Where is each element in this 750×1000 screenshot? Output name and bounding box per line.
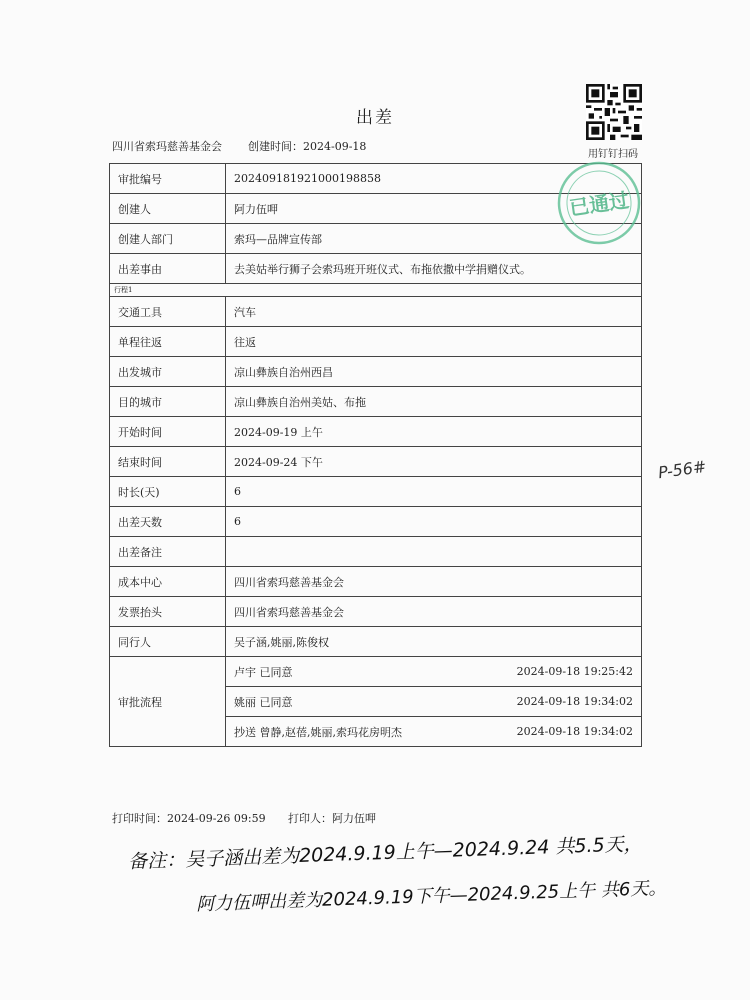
field-label: 出差天数 [110, 507, 226, 537]
field-label: 审批编号 [110, 164, 226, 194]
stamp-text: 已通过 [567, 187, 631, 221]
field-label: 出差备注 [110, 537, 226, 567]
field-value: 吴子涵,姚丽,陈俊权 [226, 627, 642, 657]
approval-step-time: 2024-09-18 19:34:02 [516, 725, 633, 738]
organization-name: 四川省索玛慈善基金会 [112, 140, 222, 153]
handwritten-note-line-2: 阿力伍呷出差为2024.9.19下午—2024.9.25上午 共6天。 [195, 877, 667, 916]
form-row [110, 507, 642, 537]
form-row [110, 447, 642, 477]
print-time: 打印时间：2024-09-26 09:59 [112, 812, 266, 825]
field-label: 开始时间 [110, 417, 226, 447]
form-row [110, 327, 642, 357]
form-row [110, 477, 642, 507]
field-label: 时长(天) [110, 477, 226, 507]
approval-step-time: 2024-09-18 19:34:02 [516, 695, 633, 708]
handwritten-side-note: P-56# [656, 456, 708, 483]
field-value: 凉山彝族自治州美姑、布拖 [226, 387, 642, 417]
field-label: 成本中心 [110, 567, 226, 597]
form-row [110, 627, 642, 657]
field-label: 单程往返 [110, 327, 226, 357]
form-row [110, 567, 642, 597]
field-label: 出发城市 [110, 357, 226, 387]
printer-name: 打印人：阿力伍呷 [288, 812, 376, 825]
field-value: 汽车 [226, 297, 642, 327]
created-time: 创建时间：2024-09-18 [248, 140, 367, 153]
approval-flow-row [110, 657, 642, 747]
field-label: 创建人 [110, 194, 226, 224]
approval-flow-list [226, 657, 642, 747]
field-value: 6 [226, 507, 642, 537]
trip-section-label: 行程1 [110, 284, 642, 297]
approval-step-time: 2024-09-18 19:25:42 [516, 665, 633, 678]
form-row [110, 357, 642, 387]
qr-code-icon [586, 84, 642, 140]
field-value: 四川省索玛慈善基金会 [226, 597, 642, 627]
trip-section-header [110, 284, 642, 297]
form-row [110, 537, 642, 567]
approval-step-text: 抄送 曾静,赵蓓,姚丽,索玛花房明杰 [234, 725, 402, 739]
field-value: 凉山彝族自治州西昌 [226, 357, 642, 387]
field-label: 结束时间 [110, 447, 226, 477]
form-row [110, 417, 642, 447]
field-value: 去美姑举行狮子会索玛班开班仪式、布拖依撒中学捐赠仪式。 [226, 254, 642, 284]
qr-caption: 用钉钉扫码 [588, 149, 638, 160]
field-value: 202409181921000198858 [226, 164, 642, 194]
field-label: 交通工具 [110, 297, 226, 327]
form-row [110, 297, 642, 327]
approval-step [226, 717, 641, 746]
approved-stamp-icon [550, 154, 647, 251]
field-value: 索玛—品牌宣传部 [226, 224, 642, 254]
form-row [110, 254, 642, 284]
field-label: 审批流程 [110, 657, 226, 747]
field-value: 往返 [226, 327, 642, 357]
field-label: 发票抬头 [110, 597, 226, 627]
field-label: 创建人部门 [110, 224, 226, 254]
field-value: 6 [226, 477, 642, 507]
handwritten-note-line-1: 备注：吴子涵出差为2024.9.19上午—2024.9.24 共5.5天， [127, 833, 643, 873]
page-title: 出差 [356, 108, 394, 128]
field-value: 2024-09-19 上午 [226, 417, 642, 447]
field-label: 同行人 [110, 627, 226, 657]
field-value: 四川省索玛慈善基金会 [226, 567, 642, 597]
approval-step-text: 姚丽 已同意 [234, 695, 293, 709]
approval-step [226, 687, 641, 717]
field-value [226, 537, 642, 567]
field-label: 目的城市 [110, 387, 226, 417]
field-value: 阿力伍呷 [226, 194, 642, 224]
form-row [110, 387, 642, 417]
approval-step [226, 657, 641, 687]
approval-step-text: 卢宇 已同意 [234, 665, 293, 679]
field-value: 2024-09-24 下午 [226, 447, 642, 477]
form-row [110, 597, 642, 627]
field-label: 出差事由 [110, 254, 226, 284]
